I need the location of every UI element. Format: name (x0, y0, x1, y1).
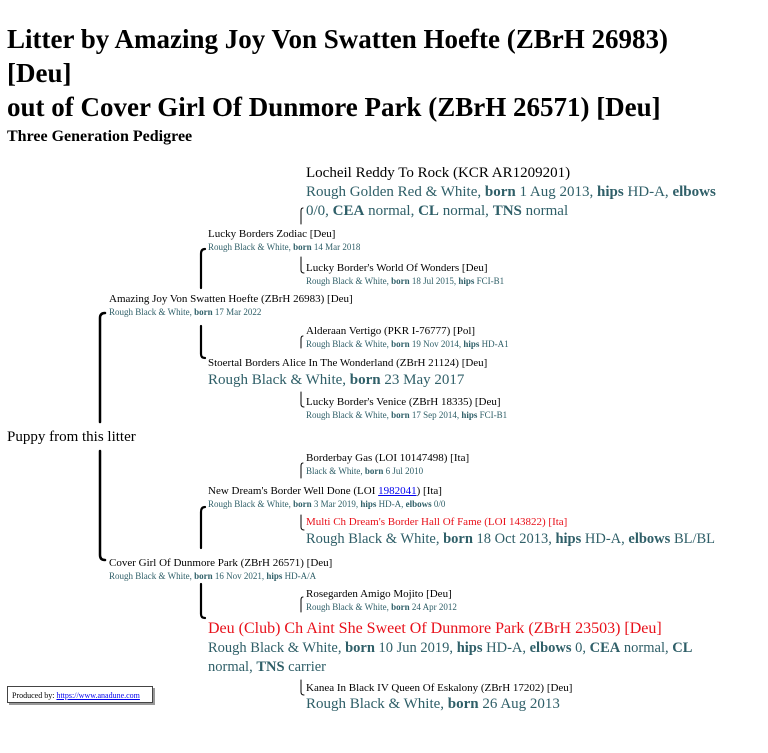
dog-name: Borderbay Gas (LOI 10147498) [Ita] (306, 452, 470, 464)
puppy-label: Puppy from this litter (7, 429, 136, 445)
dog-name: Alderaan Vertigo (PKR I-76777) [Pol] (306, 325, 476, 337)
dog-sds (306, 324, 509, 350)
dog-details: Rough Black & White, born 18 Jul 2015, hips FCI-B1 (306, 276, 505, 286)
bracket-sire-sire (201, 249, 205, 288)
dog-ddd (306, 681, 572, 695)
dog-sss (306, 164, 716, 221)
bracket-dam-sire (201, 507, 205, 548)
page-title: Litter by Amazing Joy Von Swatten Hoefte (ZBrH 26983) [Deu] out of Cover Girl Of Dunmore Park (ZBrH 26571) [Deu] (7, 24, 668, 122)
dog-details: Rough Black & White, born 19 Nov 2014, hips HD-A1 (306, 339, 509, 349)
dog-name: Stoertal Borders Alice In The Wonderland (ZBrH 21124) [Deu] (208, 357, 488, 369)
bracket-sire-dam (201, 326, 205, 358)
dog-dam (109, 556, 332, 582)
dog-name: New Dream's Border Well Done (LOI 1982041) [Ita] (208, 485, 442, 497)
dog-ss (208, 227, 360, 253)
dog-details: Rough Black & White, born 3 Mar 2019, hips HD-A, elbows 0/0 (208, 499, 446, 509)
dog-details: Rough Black & White, born 24 Apr 2012 (306, 602, 457, 612)
dog-dss (306, 451, 469, 477)
dog-dsd (306, 515, 715, 549)
dog-name: Lucky Border's World Of Wonders [Deu] (306, 262, 488, 274)
dog-details-cont: 0/0, CEA normal, CL normal, TNS normal (306, 203, 569, 219)
bracket-dam-dam (201, 584, 205, 618)
bracket-g3-2 (301, 257, 304, 273)
bracket-g3-1 (301, 208, 303, 224)
dog-name: Lucky Border's Venice (ZBrH 18335) [Deu] (306, 396, 501, 408)
dog-ssd (306, 261, 504, 287)
dog-name: Locheil Reddy To Rock (KCR AR1209201) (306, 165, 571, 181)
dog-sd (208, 356, 487, 370)
bracket-g3-5 (301, 463, 303, 478)
dog-name: Deu (Club) Ch Aint She Sweet Of Dunmore Park (ZBrH 23503) [Deu] (208, 620, 662, 637)
dog-name: Lucky Borders Zodiac [Deu] (208, 228, 336, 240)
page-subtitle: Three Generation Pedigree (7, 128, 193, 145)
producer-link[interactable]: https://www.anadune.com (56, 691, 140, 700)
dog-details: Rough Black & White, born 18 Oct 2013, hips HD-A, elbows BL/BL (306, 531, 716, 547)
dog-sire (109, 292, 353, 318)
bracket-puppy-sire (100, 313, 105, 422)
dog-details: Rough Black & White, born 10 Jun 2019, hips HD-A, elbows 0, CEA normal, CL normal, TNS carrier (208, 640, 693, 675)
dog-dds (306, 587, 457, 613)
dog-name: Multi Ch Dream's Border Hall Of Fame (LOI 143822) [Ita] (306, 516, 568, 528)
dog-sd-details-row (208, 371, 464, 390)
dog-name: Kanea In Black IV Queen Of Eskalony (ZBrH 17202) [Deu] (306, 682, 573, 694)
dog-name: Amazing Joy Von Swatten Hoefte (ZBrH 26983) [Deu] (109, 293, 353, 305)
dog-dd (208, 619, 748, 677)
bracket-g3-7 (301, 597, 303, 612)
dog-name: Cover Girl Of Dunmore Park (ZBrH 26571) [Deu] (109, 557, 333, 569)
dog-details: Rough Black & White, born 26 Aug 2013 (306, 696, 560, 712)
producer-box (7, 686, 153, 703)
dog-details: Rough Black & White, born 17 Sep 2014, hips FCI-B1 (306, 410, 508, 420)
dog-details: Rough Black & White, born 23 May 2017 (208, 372, 465, 388)
dog-ds (208, 484, 445, 510)
producer-label: Produced by: (12, 691, 55, 700)
dog-details: Rough Black & White, born 17 Mar 2022 (109, 307, 262, 317)
registration-link[interactable]: 1982041 (378, 485, 417, 497)
bracket-g3-4 (301, 392, 304, 407)
dog-details: Black & White, born 6 Jul 2010 (306, 466, 424, 476)
bracket-g3-8 (301, 680, 304, 695)
dog-ddd-details-row (306, 695, 560, 714)
dog-details: Rough Golden Red & White, born 1 Aug 2013, hips HD-A, elbows (306, 184, 716, 200)
dog-details: Rough Black & White, born 14 Mar 2018 (208, 242, 361, 252)
bracket-g3-6 (301, 515, 304, 530)
dog-sdd (306, 395, 507, 421)
bracket-puppy-dam (100, 451, 105, 560)
dog-details: Rough Black & White, born 16 Nov 2021, hips HD-A/A (109, 571, 317, 581)
dog-name: Rosegarden Amigo Mojito [Deu] (306, 588, 452, 600)
bracket-g3-3 (301, 336, 303, 348)
